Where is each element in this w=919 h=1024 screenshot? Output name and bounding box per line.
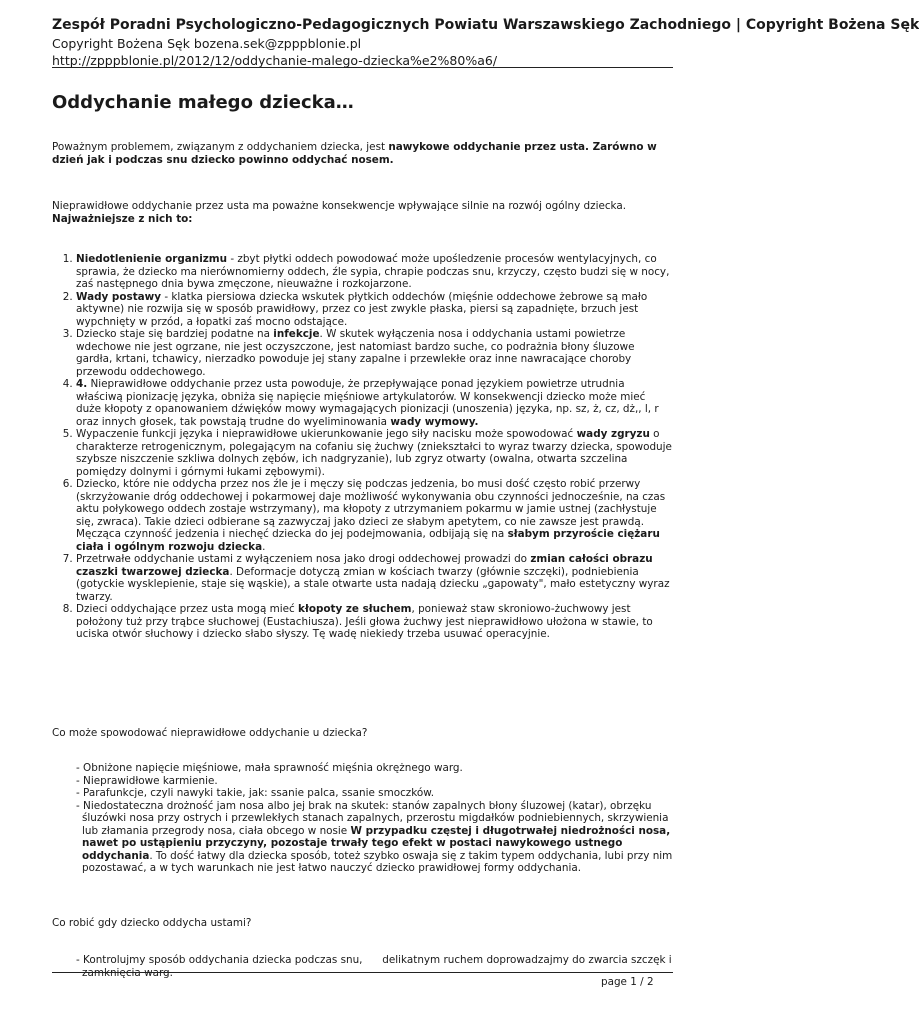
- list-item: 7. Przetrwałe oddychanie ustami z wyłączeniem nosa jako drogi oddechowej prowadzi do zmian całości obrazu czaszki twarzowej dziecka. Deformacje dotyczą zmian w kościach twarzy (głównie szczęki), podniebienia (gotyckie wysklepienie, staje się wąskie), a stale otwarte usta nadają dziecku „gapowaty", mało estetyczny wyraz twarzy.: [76, 553, 673, 603]
- footer-divider: [52, 972, 673, 973]
- causes-question: Co może spowodować nieprawidłowe oddychanie u dziecka?: [52, 726, 368, 739]
- article-body: [52, 92, 673, 979]
- header-title: Zespół Poradni Psychologiczno-Pedagogicznych Powiatu Warszawskiego Zachodniego | Copyright Bożena Sęk: [52, 17, 919, 33]
- list-item: - Obniżone napięcie mięśniowe, mała sprawność mięśnia okrężnego warg.: [76, 762, 463, 774]
- consequences-intro: Nieprawidłowe oddychanie przez usta ma poważne konsekwencje wpływające silnie na rozwój ogólny dziecka. Najważniejsze z nich to:: [52, 200, 627, 225]
- page-number: page 1 / 2: [601, 976, 654, 988]
- list-item: - Kontrolujmy sposób oddychania dziecka podczas snu, delikatnym ruchem doprowadzajmy do zwarcia szczęk i zamknięcia warg.: [76, 954, 675, 979]
- list-item: 6. Dziecko, które nie oddycha przez nos źle je i męczy się podczas jedzenia, bo musi dość często robić przerwy (skrzyżowanie dróg oddechowej i pokarmowej daje możliwość wykonywania obu czynności jednocześnie, na czas aktu połykowego oddech zostaje wstrzymany), ma kłopoty z utrzymaniem pokarmu w jamie ustnej (zachłystuje się, zwraca). Takie dzieci odbierane są zazwyczaj jako dzieci ze słabym apetytem, co nie zawsze jest prawdą. Męcząca czynność jedzenia i niechęć dziecka do jej podejmowania, odbijają się na słabym przyroście ciężaru ciała i ogólnym rozwoju dziecka.: [76, 478, 673, 553]
- header-divider: [52, 67, 673, 68]
- header-url: http://zpppblonie.pl/2012/12/oddychanie-malego-dziecka%e2%80%a6/: [52, 53, 498, 68]
- list-item: 3. Dziecko staje się bardziej podatne na infekcje. W skutek wyłączenia nosa i oddychania ustami powietrze wdechowe nie jest ogrzane, nie jest oczyszczone, jest natomiast bardzo suche, co podrażnia błony śluzowe gardła, krtani, tchawicy, nierzadko powoduje jej stany zapalne i przewlekłe oraz inne nawracające choroby przewodu oddechowego.: [76, 328, 673, 378]
- actions-question: Co robić gdy dziecko oddycha ustami?: [52, 916, 252, 929]
- document-header: [52, 16, 919, 69]
- list-item: 2. Wady postawy - klatka piersiowa dziecka wskutek płytkich oddechów (mięśnie oddechowe żebrowe są mało aktywne) nie rozwija się w sposób prawidłowy, przez co jest zwykle płaska, piersi są zapadnięte, brzuch jest wypchnięty w przód, a łopatki zaś mocno odstające.: [76, 291, 673, 329]
- list-item: - Nieprawidłowe karmienie.: [76, 774, 218, 787]
- article-title: Oddychanie małego dziecka…: [52, 92, 354, 113]
- consequences-list: [52, 253, 673, 641]
- list-item: - Niedostateczna drożność jam nosa albo jej brak na skutek: stanów zapalnych błony śluzowej (katar), obrzęku śluzówki nosa przy ostrych i przewlekłych stanach zapalnych, przerostu migdałków podniebiennych, skrzywienia lub złamania przegrody nosa, ciała obcego w nosie W przypadku częstej i długotrwałej niedrożności nosa, nawet po ustąpieniu przyczyny, pozostaje trwały tego efekt w postaci nawykowego ustnego oddychania. To dość łatwy dla dziecka sposób, toteż szybko oswaja się z takim typem oddychania, lubi przy nim pozostawać, a w tych warunkach nie jest łatwo nauczyć dziecko prawidłowej formy oddychania.: [76, 799, 673, 874]
- causes-list: [52, 762, 673, 875]
- list-item: - Parafunkcje, czyli nawyki takie, jak: ssanie palca, ssanie smoczków.: [76, 787, 435, 799]
- list-item: 4. 4. Nieprawidłowe oddychanie przez usta powoduje, że przepływające ponad językiem powietrze utrudnia właściwą pionizację języka, obniża się napięcie mięśniowe artykulatorów. W konsekwencji dziecko może mieć duże kłopoty z opanowaniem dźwięków mowy wymagających pionizacji (unoszenia) języka, np. sz, ż, cz, dż,, l, r oraz innych głosek, tak powstają trudne do wyeliminowania wady wymowy.: [76, 378, 673, 428]
- list-item: 5. Wypaczenie funkcji języka i nieprawidłowe ukierunkowanie jego siły nacisku może spowodować wady zgryzu o charakterze retrogenicznym, polegającym na cofaniu się żuchwy (zniekształci to wyraz twarzy dziecka, spowoduje szybsze niszczenie szkliwa dolnych zębów, ich nadgryzanie), lub zgryz otwarty (owalna, otwarta szczelina pomiędzy dolnymi i górnymi łukami zębowymi).: [76, 428, 673, 478]
- header-copyright: Copyright Bożena Sęk bozena.sek@zpppblonie.pl: [52, 36, 362, 51]
- intro-paragraph: Poważnym problemem, związanym z oddychaniem dziecka, jest nawykowe oddychanie przez usta. Zarówno w dzień jak i podczas snu dziecko powinno oddychać nosem.: [52, 141, 657, 166]
- list-item: 8. Dzieci oddychające przez usta mogą mieć kłopoty ze słuchem, ponieważ staw skroniowo-żuchwowy jest położony tuż przy trąbce słuchowej (Eustachiusza). Jeśli głowa żuchwy jest nieprawidłowo ułożona w stawie, to uciska otwór słuchowy i dziecko słabo słyszy. Tę wadę niekiedy trzeba usuwać operacyjnie.: [76, 603, 673, 641]
- actions-list: [52, 954, 673, 979]
- list-item: 1. Niedotlenienie organizmu - zbyt płytki oddech powodować może upośledzenie procesów wentylacyjnych, co sprawia, że dziecko ma nierównomierny oddech, źle sypia, chrapie podczas snu, krzyczy, często budzi się w nocy, zaś następnego dnia bywa zmęczone, nieuważne i rozkojarzone.: [76, 253, 673, 291]
